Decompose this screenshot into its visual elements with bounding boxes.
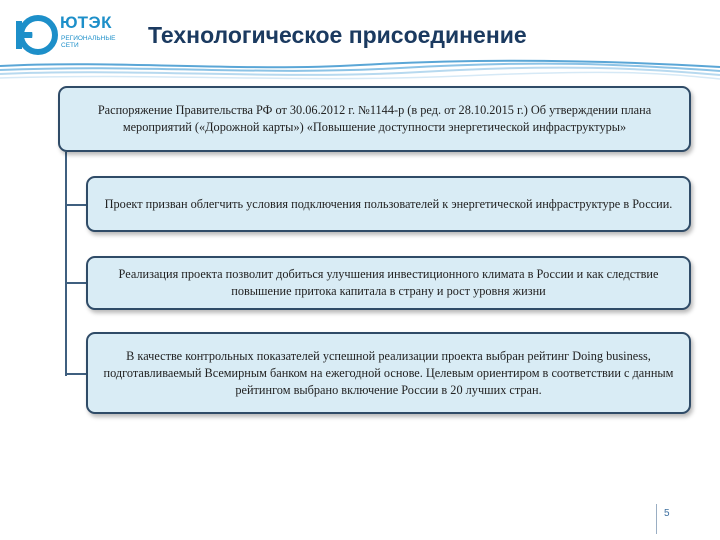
footer-divider: [656, 504, 657, 534]
outcome-box: Реализация проекта позволит добиться улучшения инвестиционного климата в России и как следствие повышение притока капитала в страну и рост уровня жизни: [86, 256, 691, 310]
logo-brand-text: ЮТЭК: [60, 13, 112, 32]
goal-box: Проект призван облегчить условия подключения пользователей к энергетической инфраструктуре в России.: [86, 176, 691, 232]
decree-box: Распоряжение Правительства РФ от 30.06.2012 г. №1144-р (в ред. от 28.10.2015 г.) Об утверждении плана мероприятий («Дорожной карты») «Повышение доступности энергетической инфраструктуры»: [58, 86, 691, 152]
page-title: Технологическое присоединение: [148, 22, 527, 48]
logo-subtitle: РЕГИОНАЛЬНЫЕ СЕТИ: [61, 35, 116, 49]
page-number: 5: [664, 508, 670, 519]
indicator-box: В качестве контрольных показателей успешной реализации проекта выбран рейтинг Doing business, подготавливаемый Всемирным банком на ежегодной основе. Целевым ориентиром в соответствии с данным рейтингом выбрано включение России в 20 лучших стран.: [86, 332, 691, 414]
